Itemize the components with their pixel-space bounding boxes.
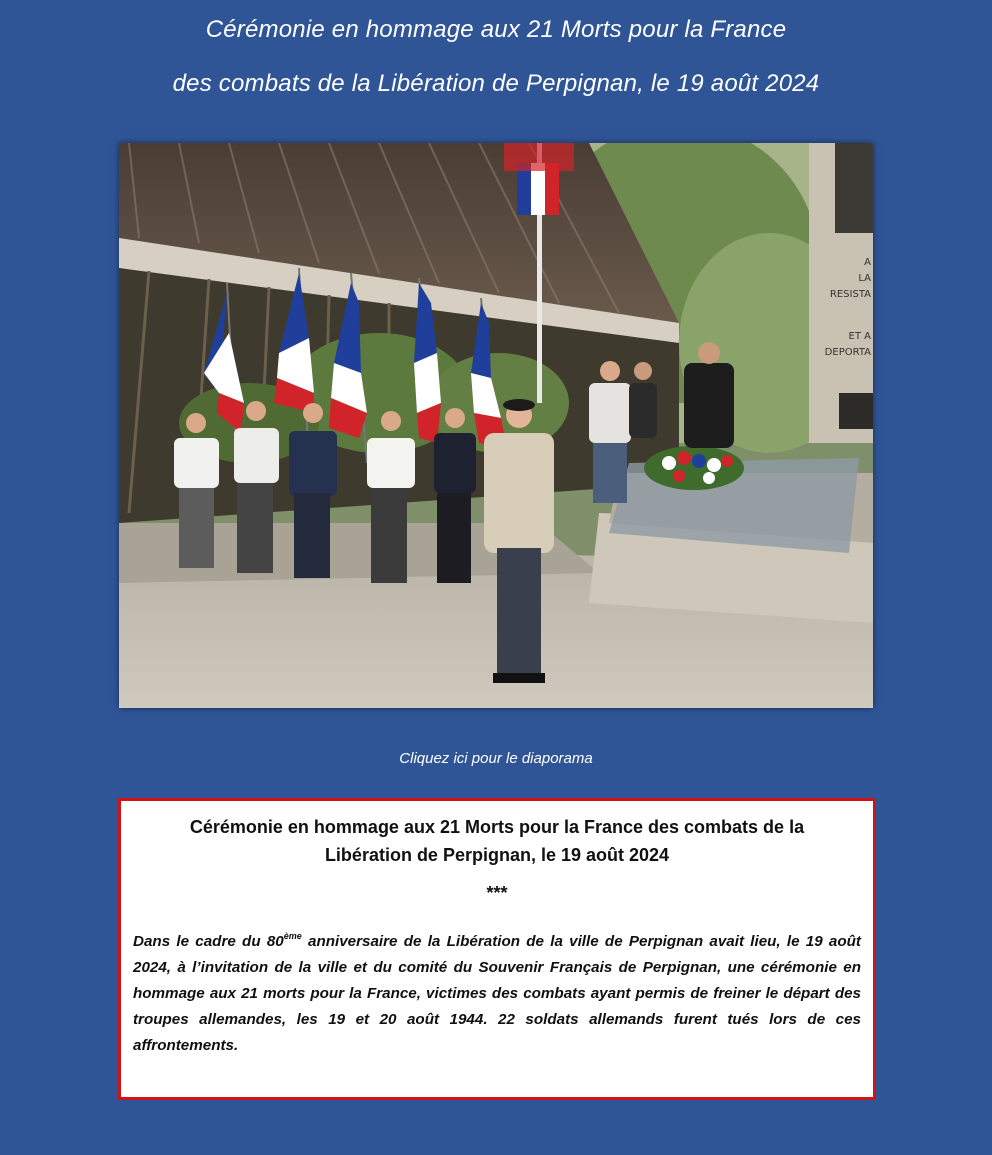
monument-inscription-2: LA <box>858 273 871 284</box>
article-body <box>133 929 861 1059</box>
monument-inscription-3: RESISTA <box>829 289 871 300</box>
monument-inscription-1: A <box>864 257 871 268</box>
article-box <box>118 798 876 1100</box>
article-body-rest: anniversaire de la Libération de la ville de Perpignan avait lieu, le 19 août 2024, à l’invitation de la ville et du comité du Souvenir Français de Perpignan, une cérémonie en hommage aux 21 morts pour la France, victimes des combats ayant permis de freiner le départ des troupes allemandes, les 19 et 20 août 1944. 22 soldats allemands furent tués lors de ces affrontements. <box>133 933 861 1054</box>
monument-inscription-5: DEPORTA <box>824 347 871 358</box>
header-title-line2: des combats de la Libération de Perpignan, le 19 août 2024 <box>172 70 820 97</box>
article-body-start: Dans le cadre du 80 <box>133 933 284 950</box>
article-title <box>131 813 863 869</box>
article-separator: *** <box>486 883 508 903</box>
ordinal-superscript: ème <box>283 930 302 941</box>
slideshow-link[interactable]: Cliquez ici pour le diaporama <box>399 750 593 767</box>
header-title-line1: Cérémonie en hommage aux 21 Morts pour la France <box>205 16 787 43</box>
ceremony-photo[interactable] <box>119 143 873 708</box>
article-title-line2: Libération de Perpignan, le 19 août 2024 <box>324 845 670 865</box>
article-title-line1: Cérémonie en hommage aux 21 Morts pour la France des combats de la <box>189 817 805 837</box>
monument-inscription-4: ET A <box>848 331 871 342</box>
